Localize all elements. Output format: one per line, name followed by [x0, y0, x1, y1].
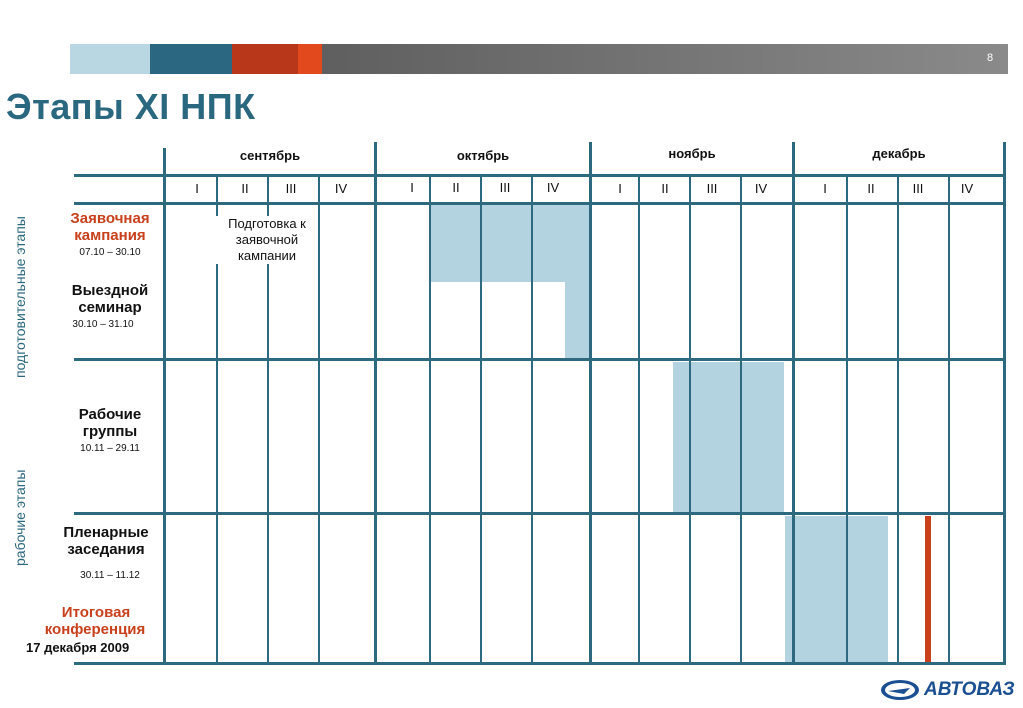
month-december: декабрь: [872, 146, 926, 161]
week-label: IV: [334, 181, 348, 196]
grid-line-v: [589, 142, 592, 664]
prep-note-line: кампании: [237, 248, 297, 263]
page-title: Этапы XI НПК: [6, 86, 256, 127]
stage-plenary: [50, 524, 162, 581]
stage-dates: 30.11 – 11.12: [80, 570, 140, 581]
week-label: III: [706, 181, 718, 196]
stage-working-groups: [58, 406, 162, 454]
stage-dates: 10.11 – 29.11: [80, 443, 140, 454]
month-november: ноябрь: [668, 146, 716, 161]
week-label: II: [452, 180, 460, 195]
band-dark-blue: [150, 44, 232, 74]
band-light-blue: [70, 44, 150, 74]
grid-line-v: [429, 176, 431, 664]
stage-label: группы: [82, 423, 138, 440]
week-label: III: [285, 181, 297, 196]
stage-label: конференция: [44, 621, 146, 638]
stage-label: Выездной: [71, 282, 149, 299]
stage-seminar: [58, 282, 162, 330]
grid-line-v: [318, 176, 320, 664]
stage-final: [28, 604, 162, 655]
avtovaz-logo: [880, 678, 1015, 702]
grid-line-v: [792, 142, 795, 664]
stage-label: семинар: [78, 299, 142, 316]
grid-line-v: [374, 142, 377, 664]
week-label: I: [823, 181, 827, 196]
side-label-preparatory: подготовительные этапы: [12, 216, 28, 378]
grid-line-v: [740, 176, 742, 664]
week-label: IV: [754, 181, 768, 196]
grid-line-h: [74, 512, 1006, 515]
grid-line-h: [74, 174, 1006, 177]
grid-line-v: [531, 176, 533, 664]
stage-label: Заявочная: [70, 210, 150, 227]
prep-note-line: Подготовка к: [228, 216, 306, 231]
grid-line-v: [846, 176, 848, 664]
stage-application: [58, 210, 162, 258]
lada-boat-icon: [880, 679, 920, 701]
bar-plenary: [785, 516, 888, 662]
stage-label: Итоговая: [61, 604, 131, 621]
bar-final-conference: [925, 516, 931, 662]
week-label: III: [912, 181, 924, 196]
grid-line-h: [74, 202, 1006, 205]
grid-line-v: [897, 176, 899, 664]
week-label: IV: [546, 180, 560, 195]
grid-line-v: [163, 148, 166, 664]
stage-label: Рабочие: [78, 406, 142, 423]
week-label: II: [241, 181, 249, 196]
week-label: IV: [960, 181, 974, 196]
week-label: I: [618, 181, 622, 196]
page-number: 8: [986, 52, 994, 64]
side-label-working: рабочие этапы: [12, 469, 28, 566]
logo-text: АВТОВАЗ: [924, 679, 1015, 700]
grid-line-v: [948, 176, 950, 664]
grid-line-h: [74, 358, 1006, 361]
band-dark-red: [232, 44, 298, 74]
stage-label: кампания: [74, 227, 146, 244]
prep-note-line: заявочной: [235, 232, 299, 247]
stage-dates: 17 декабря 2009: [26, 640, 130, 655]
stage-label: заседания: [67, 541, 145, 558]
week-label: II: [661, 181, 669, 196]
week-label: I: [195, 181, 199, 196]
grid-line-v: [638, 176, 640, 664]
month-october: октябрь: [456, 148, 510, 163]
month-september: сентябрь: [239, 148, 301, 163]
grid-line-v: [689, 176, 691, 664]
bar-application: [430, 205, 590, 282]
band-red: [298, 44, 322, 74]
band-gray: [322, 44, 1008, 74]
stage-label: Пленарные: [63, 524, 149, 541]
stage-dates: 07.10 – 30.10: [79, 247, 141, 258]
week-label: III: [499, 180, 511, 195]
week-label: I: [410, 180, 414, 195]
week-label: II: [867, 181, 875, 196]
grid-line-v: [1003, 142, 1006, 664]
prep-note: [216, 216, 318, 264]
grid-line-v: [480, 176, 482, 664]
stage-dates: 30.10 – 31.10: [72, 319, 134, 330]
grid-line-h: [74, 662, 1006, 665]
bar-seminar: [565, 282, 590, 358]
